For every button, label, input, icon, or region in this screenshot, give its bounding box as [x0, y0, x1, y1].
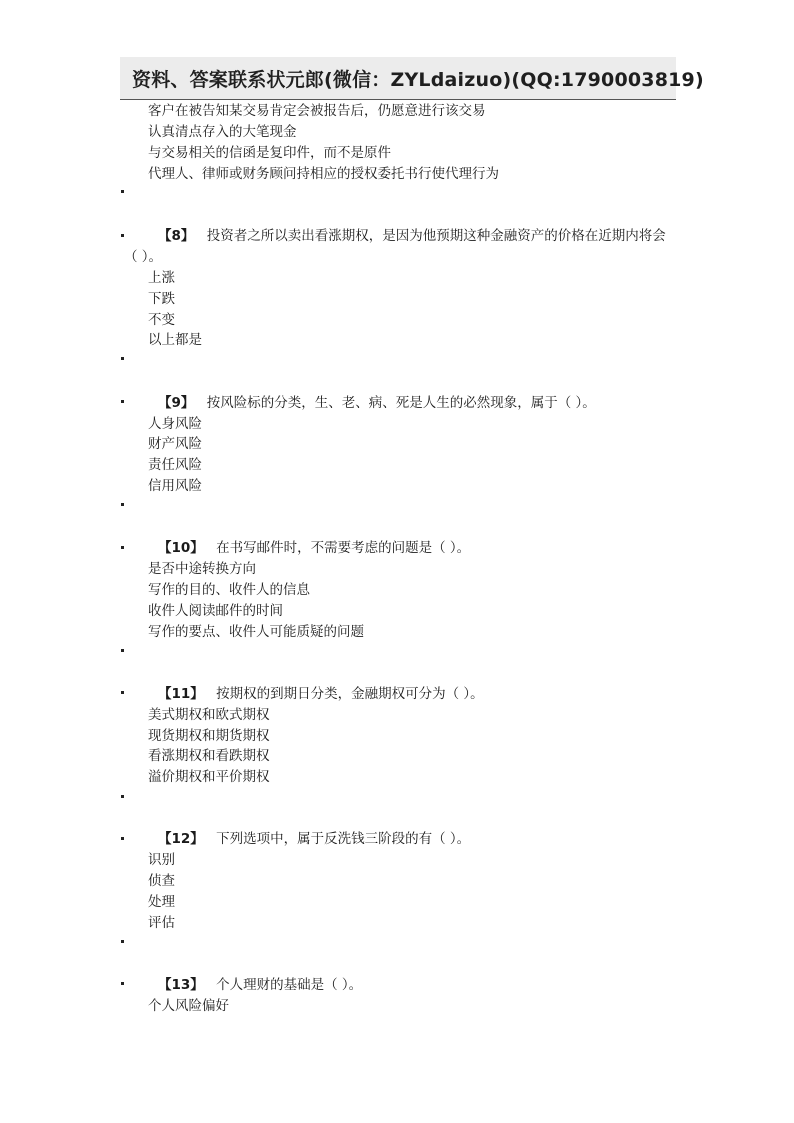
question-text: 下列选项中，属于反洗钱三阶段的有（ ）。 — [216, 831, 471, 847]
option-text: 写作的要点、收件人可能质疑的问题 — [148, 624, 364, 640]
question-10-stem — [158, 539, 470, 557]
question-number: 【13】 — [158, 977, 204, 993]
option-text: 个人风险偏好 — [148, 998, 229, 1014]
question-text-continuation: （ ）。 — [124, 249, 163, 265]
option-text: 以上都是 — [148, 332, 202, 348]
question-text: 按风险标的分类，生、老、病、死是人生的必然现象，属于（ ）。 — [206, 395, 596, 411]
option-text: 与交易相关的信函是复印件，而不是原件 — [148, 145, 391, 161]
list-bullet — [121, 400, 124, 403]
option-text: 美式期权和欧式期权 — [148, 707, 270, 723]
option-text: 人身风险 — [148, 416, 202, 432]
question-number: 【12】 — [158, 831, 204, 847]
option-text: 现货期权和期货期权 — [148, 728, 270, 744]
question-text: 投资者之所以卖出看涨期权，是因为他预期这种金融资产的价格在近期内将会 — [206, 228, 666, 244]
list-bullet — [121, 649, 124, 652]
header-banner — [120, 57, 704, 100]
question-11-stem — [158, 685, 484, 703]
option-text: 看涨期权和看跌期权 — [148, 748, 270, 764]
option-text: 评估 — [148, 915, 175, 931]
option-text: 信用风险 — [148, 478, 202, 494]
question-text: 按期权的到期日分类，金融期权可分为（ ）。 — [216, 686, 484, 702]
list-bullet — [121, 982, 124, 985]
list-bullet — [121, 795, 124, 798]
question-8-stem — [158, 227, 666, 245]
question-number: 【10】 — [158, 540, 204, 556]
list-bullet — [121, 190, 124, 193]
option-text: 财产风险 — [148, 436, 202, 452]
option-text: 上涨 — [148, 270, 175, 286]
list-bullet — [121, 503, 124, 506]
list-bullet — [121, 357, 124, 360]
option-text: 收件人阅读邮件的时间 — [148, 603, 283, 619]
option-text: 识别 — [148, 852, 175, 868]
list-bullet — [121, 837, 124, 840]
question-number: 【11】 — [158, 686, 204, 702]
question-9-stem — [158, 394, 596, 412]
option-text: 不变 — [148, 312, 175, 328]
option-text: 侦查 — [148, 873, 175, 889]
option-text: 责任风险 — [148, 457, 202, 473]
option-text: 处理 — [148, 894, 175, 910]
question-text: 个人理财的基础是（ ）。 — [216, 977, 363, 993]
question-12-stem — [158, 830, 470, 848]
option-text: 溢价期权和平价期权 — [148, 769, 270, 785]
option-text: 写作的目的、收件人的信息 — [148, 582, 310, 598]
option-text: 代理人、律师或财务顾问持相应的授权委托书行使代理行为 — [148, 166, 499, 182]
list-bullet — [121, 940, 124, 943]
banner-text: 资料、答案联系状元郎(微信：ZYLdaizuo)(QQ:1790003819) — [132, 69, 704, 91]
list-bullet — [121, 546, 124, 549]
question-number: 【8】 — [158, 228, 195, 244]
option-text: 客户在被告知某交易肯定会被报告后，仍愿意进行该交易 — [148, 103, 486, 119]
option-text: 是否中途转换方向 — [148, 561, 256, 577]
list-bullet — [121, 691, 124, 694]
question-text: 在书写邮件时，不需要考虑的问题是（ ）。 — [216, 540, 471, 556]
option-text: 认真清点存入的大笔现金 — [148, 124, 297, 140]
list-bullet — [121, 234, 124, 237]
option-text: 下跌 — [148, 291, 175, 307]
question-13-stem — [158, 976, 362, 994]
question-number: 【9】 — [158, 395, 195, 411]
